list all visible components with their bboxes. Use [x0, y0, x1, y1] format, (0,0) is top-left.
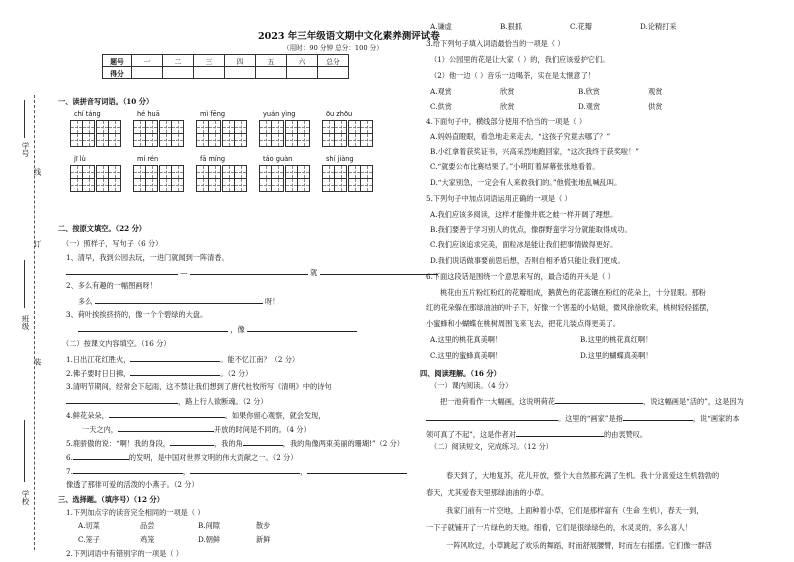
- option: B.间隙: [198, 521, 220, 530]
- q6-para: 桃花由五片粉红粉红的花瓣组成，鹅黄色的花蕊镶在粉红的花朵上，十分显眼。那粉: [440, 288, 706, 297]
- q4-stem: 4.下面句子中，横线部分使用不恰当的一项是（ ）: [426, 117, 587, 126]
- score-cell: 三: [194, 55, 225, 67]
- pinyin-label: mì fēng: [200, 110, 226, 118]
- pinyin-label: hé huā: [137, 110, 160, 118]
- essay-line: 一阵风吹过，小草跳起了欢乐的舞蹈，时而舒展腰臂，时而左右摇摆。它们像一群活: [446, 541, 712, 550]
- fill-text: 6.: [66, 453, 73, 462]
- score-input-cell[interactable]: [194, 67, 225, 79]
- score-input-cell[interactable]: [163, 67, 194, 79]
- option: 新鲜: [256, 535, 271, 544]
- score-cell: 五: [256, 55, 287, 67]
- tianzige-box[interactable]: [271, 178, 284, 192]
- reading-1-line: [426, 429, 647, 440]
- tianzige-box[interactable]: [297, 120, 310, 134]
- tianzige-box[interactable]: [360, 165, 373, 179]
- answer-blank[interactable]: [426, 413, 558, 421]
- score-table-score-row: [103, 67, 349, 79]
- score-input-cell[interactable]: [287, 67, 318, 79]
- option: 供赏: [648, 102, 663, 111]
- q6-stem: 6.下面这段话是围绕一个意思来写的，最合适的开头是（ ）: [426, 272, 615, 281]
- q4-b: B.小红拿着获奖证书，兴高采烈地跑回家，“这次我终于获奖啦！”: [430, 147, 639, 156]
- binding-field-line: [24, 260, 25, 308]
- option: C.供赏: [430, 102, 452, 111]
- answer-blank[interactable]: [66, 396, 178, 404]
- score-cell: 一: [132, 55, 163, 67]
- q5-b: B.我们要善于学习别人的优点，像群野蛮学习分就能取得成功。: [430, 225, 632, 234]
- fill-3b: [66, 396, 268, 407]
- answer-blank[interactable]: [66, 267, 178, 275]
- score-cell: 四: [225, 55, 256, 67]
- section-2-heading: 二、按原文填空。（22 分）: [58, 224, 146, 233]
- fill-text: ，: [300, 467, 308, 476]
- tianzige-box[interactable]: [145, 178, 158, 192]
- binding-xian: 线: [33, 168, 42, 176]
- reading-text: 。这里的“画家”是指: [558, 414, 623, 423]
- pinyin-label: ōu zhōu: [326, 110, 353, 118]
- tianzige-box[interactable]: [334, 120, 347, 134]
- score-cell: 题号: [103, 55, 132, 67]
- reading-text: 把一池荷看作一大幅画，这说明荷花: [440, 397, 556, 406]
- choice-1-opts2: [78, 535, 270, 545]
- q6-para: 红的花朵躲在那绿油油的叶子下，好像一个害羞的小姑娘，微风徐徐吹来，桃树轻轻摇摆，: [426, 303, 714, 312]
- fill-4: [66, 410, 325, 421]
- question-text: 2、多么有趣的一幅图画呀！: [66, 281, 157, 290]
- fill-text: 2.佛子要时日日拂，: [66, 369, 131, 378]
- fill-text: ，我的角: [213, 439, 243, 448]
- option: A.谦虚: [430, 22, 452, 31]
- binding-xuehao: 学号: [21, 142, 30, 157]
- reading-text: ，说“画家的本: [692, 414, 740, 423]
- binding-field-line: [24, 420, 25, 482]
- reading-1-line: [440, 396, 744, 407]
- question-text: 3、荷叶挨挨挤挤的，像一个个碧绿的大盘。: [66, 310, 208, 319]
- tianzige-box[interactable]: [108, 178, 121, 192]
- score-input-cell[interactable]: [132, 67, 163, 79]
- score-input-cell[interactable]: [225, 67, 256, 79]
- fill-3: 3.清明节期间，经常会下起雨，这不禁让我们想到了唐代杜牧所写《清明》中的诗句: [66, 382, 332, 391]
- fixed-word: 就: [310, 268, 318, 277]
- fill-text: 4.鲜花朵朵，: [66, 411, 109, 420]
- pinyin-label: fā míng: [200, 155, 226, 163]
- binding-field-line: [24, 100, 25, 138]
- answer-blank[interactable]: [130, 368, 220, 376]
- score-cell: 二: [163, 55, 194, 67]
- score-input-cell[interactable]: [318, 67, 349, 79]
- essay-line: 一下子就铺开了一片绿色的天地。细看，它们是很绿绿色的，水灵灵的，多么喜人！: [426, 523, 692, 532]
- score-input-cell[interactable]: [256, 67, 287, 79]
- q5-c: C.我们应该追求完美，面粒冰是能让我们把事情做得更好。: [430, 240, 618, 249]
- fill-7b: 像透了那徘可爱的活泼的小燕子。（2 分）: [66, 480, 199, 489]
- binding-xuexiao: 学校: [21, 490, 30, 505]
- fixed-word: 多么: [78, 297, 93, 306]
- option: D.观赏: [578, 102, 601, 111]
- fill-text: ，: [182, 467, 191, 476]
- pinyin-label: táo guàn: [263, 155, 293, 163]
- option: 鸡笼: [140, 535, 155, 544]
- answer-line-row: [78, 296, 279, 307]
- group-1-heading: （一）照样子，写句子（6 分）: [62, 239, 163, 248]
- option: B.这里的桃花真红啊！: [580, 335, 653, 344]
- pinyin-label: mí rén: [137, 155, 159, 163]
- tianzige-box[interactable]: [360, 120, 373, 134]
- pinyin-label: jī lù: [74, 155, 86, 163]
- pinyin-label: shí jiàng: [326, 155, 354, 163]
- tianzige-box[interactable]: [234, 133, 247, 147]
- answer-blank[interactable]: [190, 466, 300, 474]
- option: 品尝: [140, 521, 155, 530]
- binding-dashed-line: [34, 95, 35, 550]
- q3-stem: 3.给下列句子填入词语最恰当的一项是（ ）: [426, 39, 565, 48]
- q5-d: D.我们说话做事要前思后想，否则自相矛盾只能让我们更成。: [430, 256, 625, 265]
- tianzige-box[interactable]: [271, 165, 284, 179]
- q4-a: A.妈妈直瞪眼，看急地走来走去，“这孩子究竟去哪了？”: [430, 132, 611, 141]
- reading-2-heading: （二）阅读短文，完成练习。（12 分）: [430, 442, 553, 451]
- tianzige-box[interactable]: [297, 133, 310, 147]
- fill-text: 1.日出江花红胜火，: [66, 355, 131, 364]
- essay-line: 春天，尤其爱春天里那绿油油的小草。: [426, 488, 549, 497]
- option: 散步: [256, 521, 271, 530]
- tianzige-box[interactable]: [108, 165, 121, 179]
- fill-text: 7.: [66, 467, 73, 476]
- pinyin-label: yuán yìng: [263, 110, 296, 118]
- answer-blank[interactable]: [307, 466, 407, 474]
- pinyin-label: chí táng: [74, 110, 101, 118]
- tianzige-box[interactable]: [82, 133, 95, 147]
- score-table-header-row: [103, 55, 349, 67]
- page-title: 2023 年三年级语文期中文化素养测评试卷: [258, 31, 440, 42]
- q5-a: A.我们应该多阅读，这样才能像井底之蛙一样开阔了理想。: [430, 210, 618, 219]
- fill-text: 开放的时间是不同的。（4 分）: [213, 425, 311, 434]
- fill-text: 一天之内，: [82, 425, 118, 434]
- fill-4b: [82, 424, 311, 435]
- tianzige-box[interactable]: [297, 165, 310, 179]
- reading-1-heading: （一）课内阅读。（4 分）: [430, 381, 513, 390]
- tianzige-box[interactable]: [334, 165, 347, 179]
- tianzige-box[interactable]: [360, 133, 373, 147]
- score-table: [102, 54, 349, 79]
- tianzige-box[interactable]: [234, 178, 247, 192]
- answer-blank[interactable]: [190, 267, 308, 275]
- fixed-word: 呀！: [264, 297, 280, 306]
- tianzige-box[interactable]: [234, 165, 247, 179]
- answer-blank[interactable]: [130, 354, 220, 362]
- fill-2: [66, 368, 252, 379]
- tianzige-box[interactable]: [208, 165, 221, 179]
- option: 欣赏: [500, 87, 515, 96]
- reading-1-line: [426, 413, 740, 424]
- tianzige-box[interactable]: [82, 165, 95, 179]
- answer-blank[interactable]: [243, 438, 283, 446]
- answer-blank[interactable]: [516, 429, 604, 437]
- choice-2: 2.下列词语中有错别字的一项是（ ）: [66, 549, 183, 558]
- page-subtitle: （用时：90 分钟 总分：100 分）: [283, 44, 383, 52]
- fixed-word: ，像: [230, 325, 245, 334]
- option: A.观赏: [430, 87, 452, 96]
- tianzige-box[interactable]: [208, 120, 221, 134]
- choice-1: 1.下列加点字的读音完全相同的一项是（ ）: [66, 508, 205, 517]
- option: B.狠抓: [500, 22, 522, 31]
- tianzige-box[interactable]: [108, 133, 121, 147]
- answer-blank[interactable]: [78, 324, 228, 332]
- tianzige-box[interactable]: [234, 120, 247, 134]
- fill-text: 。如果你留心观察，就会发现，: [224, 411, 326, 420]
- q6-cd: [430, 351, 652, 361]
- q3-1: （1）公园里的花是让大家（ ）的，我们应该爱护它们。: [430, 55, 610, 64]
- score-cell: 得分: [103, 67, 132, 79]
- essay-line: 我家门前有一片空地，上面种着小草，它们是那样富有（生命 生机），春天一到，: [446, 506, 704, 515]
- score-cell: 总分: [318, 55, 349, 67]
- q4-d: D.“大家别急，一定会有人来救我们的。”他慌张地乱喊乱叫。: [430, 178, 622, 187]
- fill-7: [66, 466, 407, 477]
- answer-blank[interactable]: [247, 324, 357, 332]
- essay-line: 春天到了，大地复苏，花儿开放，整个大自然都充满了生机。我十分喜爱这生机勃勃的: [446, 471, 720, 480]
- group-2-heading: （二）按课文内容填空。（16 分）: [62, 339, 171, 348]
- option: C.花瓣: [570, 22, 592, 31]
- tianzige-box[interactable]: [145, 165, 158, 179]
- fill-text: 的发明，是中国对世界文明的伟大贡献之一。（2 分）: [128, 453, 298, 462]
- choice-1-opts: [78, 521, 270, 531]
- option: D.朝鲜: [198, 535, 221, 544]
- answer-blank[interactable]: [73, 466, 183, 474]
- q3-ab: [430, 87, 662, 97]
- tianzige-box[interactable]: [208, 133, 221, 147]
- q4-c: C.“就要公布比赛结果了。”小明盯着屏幕张张地看着。: [430, 162, 600, 171]
- fill-text: 。能不忆江南？（2 分）: [220, 355, 300, 364]
- option: A.切菜: [78, 521, 100, 530]
- answer-blank[interactable]: [623, 413, 693, 421]
- tianzige-box[interactable]: [334, 133, 347, 147]
- answer-blank[interactable]: [555, 396, 643, 404]
- option: C.这里的蜜蜂真美啊！: [430, 351, 503, 360]
- section-4-heading: 四、阅读理解。（16 分）: [420, 369, 501, 378]
- q3-cd: [430, 102, 662, 112]
- answer-blank[interactable]: [73, 452, 129, 460]
- tianzige-box[interactable]: [145, 120, 158, 134]
- answer-blank[interactable]: [95, 296, 263, 304]
- tianzige-box[interactable]: [334, 178, 347, 192]
- section-3-heading: 三、选择题。（填序号）（12 分）: [58, 495, 164, 504]
- fill-text: 5.鹿骄傲的说：“啊！我的身段，: [66, 439, 170, 448]
- binding-zhuang: 装: [33, 358, 42, 366]
- fill-1: [66, 354, 299, 365]
- answer-blank[interactable]: [118, 424, 214, 432]
- tianzige-box[interactable]: [145, 133, 158, 147]
- tianzige-box[interactable]: [171, 165, 184, 179]
- tianzige-box[interactable]: [208, 178, 221, 192]
- option: 欣赏: [500, 102, 515, 111]
- tianzige-box[interactable]: [297, 178, 310, 192]
- fill-5: [66, 438, 404, 449]
- score-cell: 六: [287, 55, 318, 67]
- tianzige-box[interactable]: [271, 133, 284, 147]
- fill-6: [66, 452, 297, 463]
- reading-text: 领可真了不起”，这是作者对: [426, 430, 516, 439]
- section-1-heading: 一、读拼音写词语。（10 分）: [58, 97, 154, 106]
- reading-text: 的由衷赞叹。: [603, 430, 648, 439]
- tianzige-box[interactable]: [171, 133, 184, 147]
- q3-2: （2）他一边（ ）音乐一边喝茶，实在是太惬意了！: [430, 71, 595, 80]
- option: D.论精打采: [640, 22, 677, 31]
- answer-blank[interactable]: [320, 267, 438, 275]
- tianzige-box[interactable]: [82, 178, 95, 192]
- binding-ding: 订: [33, 240, 42, 248]
- q6-para: 小蜜蜂和小蝴蝶在桃树周围飞来飞去，把花儿装点得更美了。: [426, 319, 621, 328]
- tianzige-box[interactable]: [171, 178, 184, 192]
- fill-text: ，我的角像两束美丽的珊瑚!”（2 分）: [282, 439, 404, 448]
- answer-line-row: — 就: [66, 267, 438, 278]
- tianzige-box[interactable]: [171, 120, 184, 134]
- fill-text: 。（2 分）: [220, 369, 253, 378]
- tianzige-box[interactable]: [271, 120, 284, 134]
- answer-blank[interactable]: [170, 438, 214, 446]
- answer-blank[interactable]: [109, 410, 225, 418]
- question-text: 1、清早，我到公园去玩，一进门就闻到一阵清香。: [66, 253, 229, 262]
- answer-line-row: [78, 324, 357, 335]
- binding-banji: 班级: [21, 315, 30, 330]
- option: D.这里的蝴蝶真美啊！: [580, 351, 653, 360]
- tianzige-box[interactable]: [360, 178, 373, 192]
- reading-text: ，说这幅画是“活的”，这是因为: [643, 397, 744, 406]
- q5-stem: 5.下列句子中加点词语运用正确的一项是（ ）: [426, 194, 572, 203]
- option: C.笼子: [78, 535, 100, 544]
- option: A.这里的桃花真美啊！: [430, 335, 503, 344]
- q6-ab: [430, 335, 652, 345]
- tianzige-box[interactable]: [108, 120, 121, 134]
- r0-opts: [430, 22, 677, 32]
- fill-text: ，路上行人欲断魂。（2 分）: [178, 397, 268, 406]
- option: B.欣赏: [578, 87, 600, 96]
- option: 观赏: [648, 87, 663, 96]
- tianzige-box[interactable]: [82, 120, 95, 134]
